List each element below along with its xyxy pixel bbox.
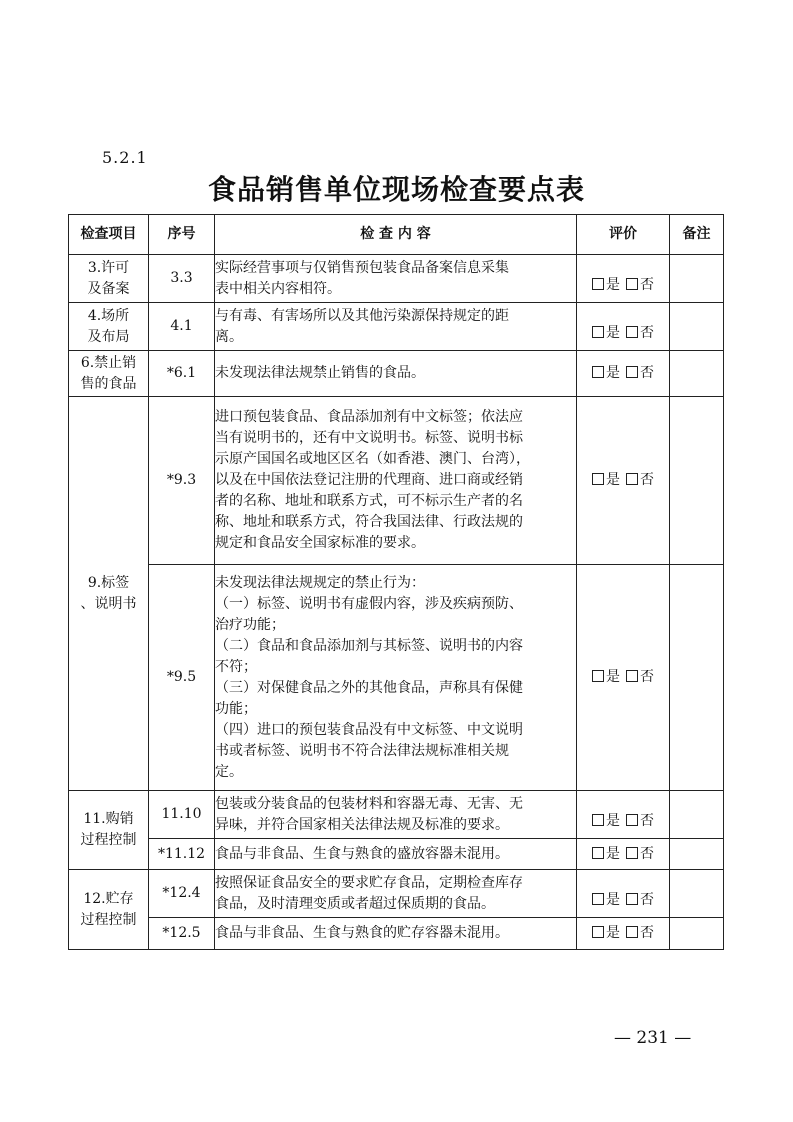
checkbox-icon[interactable] — [626, 670, 638, 682]
table-row — [69, 351, 724, 397]
eval-yes-option[interactable] — [592, 669, 620, 685]
table-body — [69, 255, 724, 950]
content-line: 离。 — [215, 328, 243, 345]
check-content — [215, 839, 577, 870]
note-cell[interactable] — [670, 839, 724, 870]
checkbox-icon[interactable] — [592, 326, 604, 338]
row-number: 11.10 — [149, 791, 215, 839]
eval-no-option[interactable] — [626, 846, 654, 862]
check-item: 6.禁止销 售的食品 — [69, 351, 149, 397]
content-line: 与有毒、有害场所以及其他污染源保持规定的距 — [215, 307, 509, 324]
row-number: 4.1 — [149, 303, 215, 351]
note-cell[interactable] — [670, 351, 724, 397]
content-line: 未发现法律法规规定的禁止行为： — [215, 574, 425, 591]
row-number: 3.3 — [149, 255, 215, 303]
check-content — [215, 397, 577, 565]
checkbox-icon[interactable] — [626, 366, 638, 378]
eval-no-option[interactable] — [626, 892, 654, 908]
note-cell[interactable] — [670, 565, 724, 791]
option-label: 否 — [640, 892, 654, 908]
content-line: 规定和食品安全国家标准的要求。 — [215, 535, 425, 551]
evaluation — [577, 839, 670, 870]
inspection-table — [68, 214, 724, 950]
eval-no-option[interactable] — [626, 925, 654, 941]
row-number: *9.3 — [149, 397, 215, 565]
note-cell[interactable] — [670, 397, 724, 565]
option-label: 是 — [606, 669, 620, 685]
content-line: 以及在中国依法登记注册的代理商、进口商或经销 — [215, 472, 523, 488]
header-no: 序号 — [149, 215, 215, 255]
option-label: 否 — [640, 925, 654, 941]
note-cell[interactable] — [670, 791, 724, 839]
check-content — [215, 303, 577, 351]
row-number: *6.1 — [149, 351, 215, 397]
content-line: 异味，并符合国家相关法律法规及标准的要求。 — [215, 816, 509, 833]
content-line: 称、地址和联系方式，符合我国法律、行政法规的 — [215, 514, 523, 530]
eval-yes-option[interactable] — [592, 925, 620, 941]
content-line: 未发现法律法规禁止销售的食品。 — [215, 365, 425, 381]
note-cell[interactable] — [670, 918, 724, 950]
eval-no-option[interactable] — [626, 365, 654, 381]
table-row — [69, 918, 724, 950]
checkbox-icon[interactable] — [592, 847, 604, 859]
checkbox-icon[interactable] — [592, 926, 604, 938]
checkbox-icon[interactable] — [592, 366, 604, 378]
checkbox-icon[interactable] — [626, 847, 638, 859]
checkbox-icon[interactable] — [626, 893, 638, 905]
evaluation — [577, 255, 670, 303]
option-label: 是 — [606, 813, 620, 829]
checkbox-icon[interactable] — [592, 893, 604, 905]
check-item: 9.标签 、说明书 — [69, 397, 149, 791]
eval-yes-option[interactable] — [592, 813, 620, 829]
eval-no-option[interactable] — [626, 813, 654, 829]
content-line: 功能； — [215, 700, 257, 717]
header-item: 检查项目 — [69, 215, 149, 255]
check-item: 4.场所 及布局 — [69, 303, 149, 351]
option-label: 是 — [606, 277, 620, 293]
evaluation — [577, 351, 670, 397]
option-label: 否 — [640, 325, 654, 341]
evaluation — [577, 397, 670, 565]
option-label: 是 — [606, 365, 620, 381]
option-label: 是 — [606, 925, 620, 941]
option-label: 是 — [606, 325, 620, 341]
evaluation — [577, 870, 670, 918]
check-content — [215, 918, 577, 950]
eval-yes-option[interactable] — [592, 325, 620, 341]
option-label: 否 — [640, 365, 654, 381]
option-label: 否 — [640, 813, 654, 829]
section-number: 5.2.1 — [102, 148, 148, 167]
option-label: 否 — [640, 669, 654, 685]
content-line: （四）进口的预包装食品没有中文标签、中文说明 — [215, 721, 523, 738]
evaluation — [577, 565, 670, 791]
row-number: *12.5 — [149, 918, 215, 950]
content-line: （三）对保健食品之外的其他食品，声称具有保健 — [215, 679, 523, 696]
option-label: 是 — [606, 472, 620, 488]
content-line: 表中相关内容相符。 — [215, 280, 341, 297]
row-number: *11.12 — [149, 839, 215, 870]
content-line: 食品，及时清理变质或者超过保质期的食品。 — [215, 895, 495, 912]
eval-yes-option[interactable] — [592, 277, 620, 293]
content-line: 者的名称、地址和联系方式，可不标示生产者的名 — [215, 493, 523, 509]
table-row — [69, 870, 724, 918]
content-line: 食品与非食品、生食与熟食的贮存容器未混用。 — [215, 925, 509, 941]
eval-no-option[interactable] — [626, 472, 654, 488]
checkbox-icon[interactable] — [592, 278, 604, 290]
content-line: 食品与非食品、生食与熟食的盛放容器未混用。 — [215, 845, 509, 862]
evaluation — [577, 791, 670, 839]
checkbox-icon[interactable] — [626, 926, 638, 938]
content-line: 按照保证食品安全的要求贮存食品，定期检查库存 — [215, 874, 523, 891]
check-item: 12.贮存 过程控制 — [69, 870, 149, 950]
eval-no-option[interactable] — [626, 325, 654, 341]
content-line: （二）食品和食品添加剂与其标签、说明书的内容 — [215, 637, 523, 654]
table-row — [69, 397, 724, 565]
checkbox-icon[interactable] — [626, 473, 638, 485]
content-line: 治疗功能； — [215, 616, 285, 633]
eval-yes-option[interactable] — [592, 365, 620, 381]
table-row — [69, 565, 724, 791]
content-line: 进口预包装食品、食品添加剂有中文标签；依法应 — [215, 409, 523, 425]
table-row — [69, 791, 724, 839]
note-cell[interactable] — [670, 255, 724, 303]
content-line: 实际经营事项与仅销售预包装食品备案信息采集 — [215, 259, 509, 276]
evaluation — [577, 918, 670, 950]
checkbox-icon[interactable] — [626, 278, 638, 290]
checkbox-icon[interactable] — [626, 814, 638, 826]
check-content — [215, 255, 577, 303]
content-line: 包装或分装食品的包装材料和容器无毒、无害、无 — [215, 795, 523, 812]
content-line: 示原产国国名或地区区名（如香港、澳门、台湾）， — [215, 451, 530, 467]
eval-yes-option[interactable] — [592, 846, 620, 862]
row-number: *12.4 — [149, 870, 215, 918]
content-line: （一）标签、说明书有虚假内容，涉及疾病预防、 — [215, 595, 523, 612]
checkbox-icon[interactable] — [626, 326, 638, 338]
evaluation — [577, 303, 670, 351]
row-number: *9.5 — [149, 565, 215, 791]
checkbox-icon[interactable] — [592, 670, 604, 682]
eval-no-option[interactable] — [626, 669, 654, 685]
table-row — [69, 839, 724, 870]
check-content — [215, 870, 577, 918]
page-number: — 231 — — [614, 1028, 692, 1048]
option-label: 是 — [606, 892, 620, 908]
option-label: 否 — [640, 277, 654, 293]
note-cell[interactable] — [670, 870, 724, 918]
eval-yes-option[interactable] — [592, 472, 620, 488]
content-line: 书或者标签、说明书不符合法律法规标准相关规 — [215, 742, 509, 759]
option-label: 否 — [640, 845, 654, 862]
table-row — [69, 303, 724, 351]
check-item: 11.购销 过程控制 — [69, 791, 149, 870]
check-item: 3.许可 及备案 — [69, 255, 149, 303]
header-eval: 评价 — [577, 215, 670, 255]
content-line: 定。 — [215, 763, 243, 780]
content-line: 当有说明书的，还有中文说明书。标签、说明书标 — [215, 430, 523, 446]
check-content — [215, 791, 577, 839]
check-content — [215, 565, 577, 791]
eval-no-option[interactable] — [626, 277, 654, 293]
option-label: 否 — [640, 472, 654, 488]
table-header-row — [69, 215, 724, 255]
checkbox-icon[interactable] — [592, 814, 604, 826]
checkbox-icon[interactable] — [592, 473, 604, 485]
option-label: 是 — [606, 845, 620, 862]
eval-yes-option[interactable] — [592, 892, 620, 908]
check-content — [215, 351, 577, 397]
note-cell[interactable] — [670, 303, 724, 351]
header-note: 备注 — [670, 215, 724, 255]
page-title: 食品销售单位现场检查要点表 — [207, 173, 585, 206]
table-row — [69, 255, 724, 303]
content-line: 不符； — [215, 658, 257, 675]
header-content: 检 查 内 容 — [215, 215, 577, 255]
